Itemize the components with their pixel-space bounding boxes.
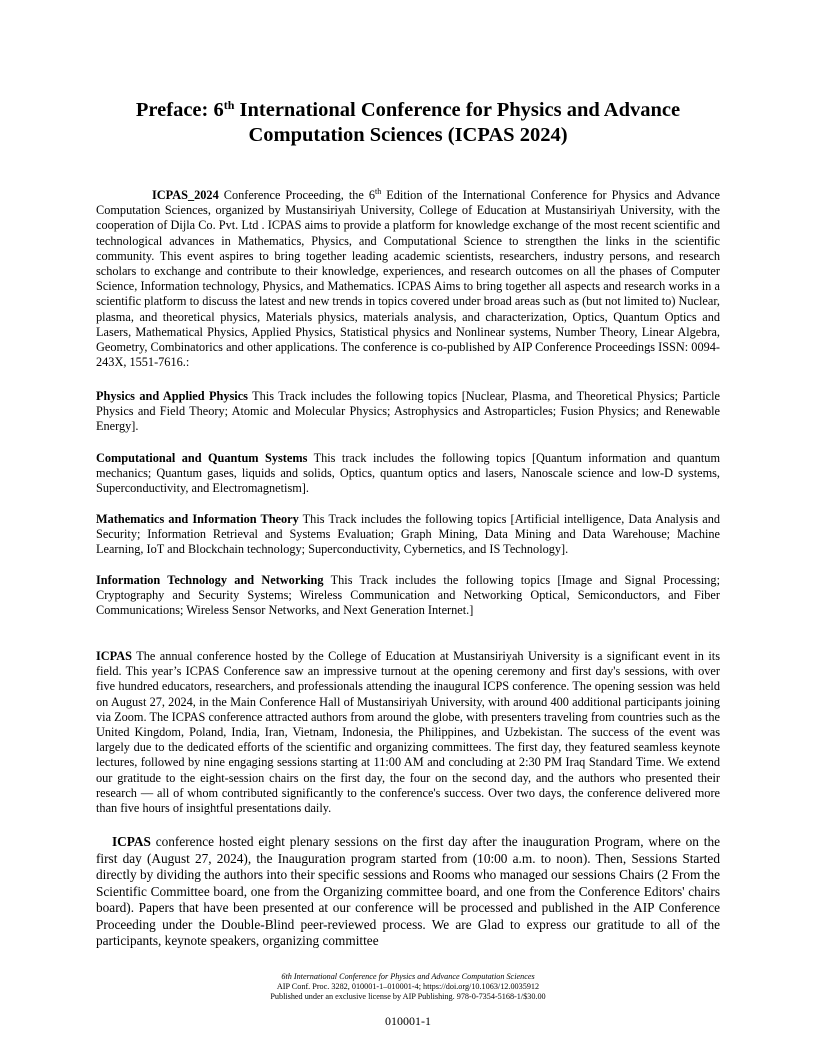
track-name: Mathematics and Information Theory [96,512,299,526]
intro-paragraph: ICPAS_2024 Conference Proceeding, the 6th Edition of the International Conference for Physics and Advance Computation Sciences, organized by Mustansiriyah University, College of Education at Mustansiriyah University, with the cooperation of Dijla Co. Pvt. Ltd . ICPAS aims to provide a platform for knowledge exchange of the most recent scientific and technological advances in Mathematics, Physics, and Computational Science to strengthen the links in the scientific community. This event aspires to bring together leading academic scientists, researchers, industry persons, and research scholars to exchange and contribute to their knowledge, experiences, and research outcomes on all the phases of Computer Science, Information technology, Physics, and Mathematics. ICPAS Aims to bring together all aspects and research works in a scientific platform to discuss the latest and new trends in topics covered under broad areas such as (but not limited to) Nuclear, plasma, and theoretical physics, Materials physics, materials analysis, and characterization, Optics, Quantum Optics and Lasers, Mathematical Physics, Applied Physics, Statistical physics and Nonlinear systems, Number Theory, Linear Algebra, Geometry, Combinatorics and other applications. The conference is co-published by AIP Conference Proceedings ISSN: 0094-243X, 1551-7616.: [96,187,721,370]
page-footer [96,972,720,1002]
annual-conference-paragraph: ICPAS The annual conference hosted by the College of Education at Mustansiriyah University is a significant event in its field. This year’s ICPAS Conference saw an impressive turnout at the opening ceremony and first day's sessions, with over five hundred educators, researchers, and professionals attending the inaugural ICPS conference. The opening session was held on August 27, 2024, in the Main Conference Hall of Mustansiriyah University, with around 400 additional participants joining via Zoom. The ICPAS conference attracted authors from around the globe, with presenters traveling from countries such as the United Kingdom, Poland, India, Iran, Vietnam, Indonesia, the Philippines, and Uzbekistan. The success of the event was largely due to the dedicated efforts of the scientific and organizing committees. The first day, they featured seamless keynote lectures, followed by nine engaging sessions starting at 11:00 AM and concluding at 2:30 PM Iraq Standard Time. We extend our gratitude to the eight-session chairs on the first day, the four on the second day, and the authors who presented their research — all of whom contributed significantly to the conference's success. Over two days, the conference delivered more than five hours of insightful presentations daily. [96,649,720,816]
track-name: Physics and Applied Physics [96,389,248,403]
track-name: Computational and Quantum Systems [96,451,308,465]
track-information-technology: Information Technology and Networking This Track includes the following topics [Image and Signal Processing; Cryptography and Security Systems; Wireless Communication and Networking Optical, Semiconductors, and Fiber Communications; Wireless Sensor Networks, and Next Generation Internet.] [96,573,721,618]
footer-conference-name: 6th International Conference for Physics and Advance Computation Sciences [281,972,535,981]
footer-license: Published under an exclusive license by AIP Publishing. 978-0-7354-5168-1/$30.00 [270,992,546,1001]
track-mathematics: Mathematics and Information Theory This Track includes the following topics [Artificial intelligence, Data Analysis and Security; Information Retrieval and Systems Evaluation; Graph Mining, Data Mining and Data Warehouse; Machine Learning, IoT and Blockchain technology; Superconductivity, Cybernetics, and IS Technology]. [96,512,720,557]
paper-title: Preface: 6th International Conference for Physics and Advance Computation Sciences (ICPAS 2024) [135,98,681,146]
page-number: 010001-1 [385,1014,431,1028]
footer-citation: AIP Conf. Proc. 3282, 010001-1–010001-4; https://doi.org/10.1063/12.0035912 [276,982,540,991]
sessions-paragraph: ICPAS conference hosted eight plenary sessions on the first day after the inauguration Program, where on the first day (August 27, 2024), the Inauguration program started from (10:00 a.m. to noon). Then, Sessions Started directly by dividing the authors into their specific sessions and Rooms who managed our sessions Chairs (2 From the Scientific Committee board, one from the Organizing committee board, and one from the Conference Editors' chairs board). Papers that have been presented at our conference will be processed and published in the AIP Conference Proceeding under the Double-Blind peer-reviewed process. We are Glad to express our gratitude to all of the participants, keynote speakers, organizing committee [96,834,720,948]
track-physics: Physics and Applied Physics This Track includes the following topics [Nuclear, Plasma, and Theoretical Physics; Particle Physics and Field Theory; Atomic and Molecular Physics; Astrophysics and Astroparticles; Fusion Physics; and Renewable Energy]. [96,389,721,434]
track-computational: Computational and Quantum Systems This track includes the following topics [Quantum information and quantum mechanics; Quantum gases, liquids and solids, Optics, quantum optics and lasers, Nanoscale science and low-D systems, Superconductivity, and Electromagnetism]. [96,451,721,496]
track-name: Information Technology and Networking [96,573,324,587]
